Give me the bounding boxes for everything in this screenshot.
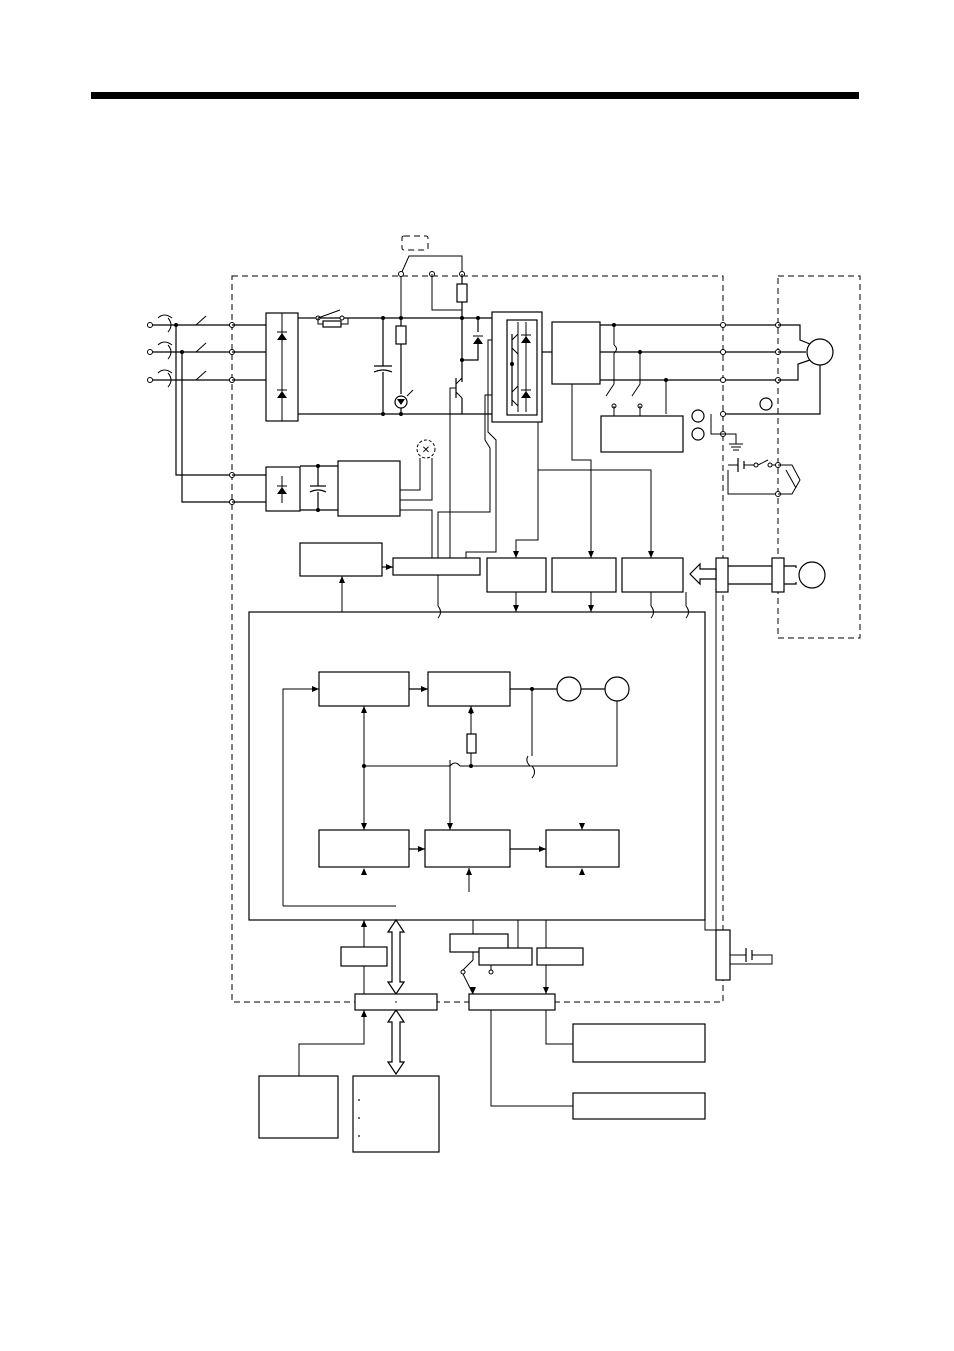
option-regen-resistor-box bbox=[402, 236, 428, 250]
inverter-module bbox=[492, 312, 552, 422]
io-section bbox=[259, 920, 705, 1152]
header-rule bbox=[91, 92, 859, 99]
motor-output-lines bbox=[600, 323, 781, 453]
electromagnetic-brake bbox=[728, 458, 800, 497]
control-power-supply bbox=[232, 440, 435, 548]
svg-text:✕: ✕ bbox=[421, 445, 431, 456]
dc-bus bbox=[310, 310, 492, 416]
power-input-lines bbox=[148, 315, 267, 505]
current-detector bbox=[552, 322, 600, 384]
controller-board bbox=[249, 575, 716, 920]
encoder bbox=[690, 558, 825, 930]
regen-circuit bbox=[399, 256, 484, 548]
servo-motor bbox=[692, 325, 833, 450]
main-rectifier bbox=[266, 313, 310, 421]
backup-battery bbox=[705, 920, 772, 980]
